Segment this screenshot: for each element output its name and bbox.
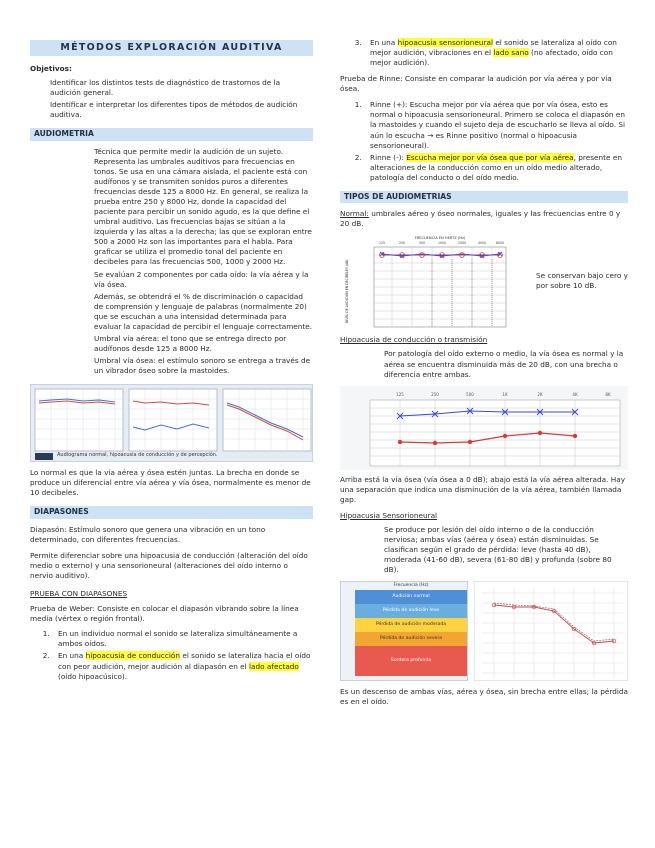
normal-audiogram-row: [340, 233, 628, 329]
normal-side-note: Se conservan bajo cero y por sobre 10 dB.: [536, 271, 628, 291]
rinne-item: 2. Rinne (-): Escucha mejor por vía ósea que por vía aérea, presente en alteraciones de la conducción como en un oído medio alterado, patología del conducto o del oído medio.: [364, 153, 628, 183]
objectives-list: [50, 78, 313, 120]
page-title: MÉTODOS EXPLORACIÓN AUDITIVA: [30, 40, 313, 56]
svg-text:4K: 4K: [572, 391, 578, 397]
tuning-fork-definition: Diapasón: Estímulo sonoro que genera una vibración en un tono determinado, con diferentes frecuencias.: [30, 524, 266, 544]
sensorineural-caption: Es un descenso de ambas vías, aérea y ósea, sin brecha entre ellas; la pérdida es en el oído.: [340, 687, 628, 707]
normal-chart-yaxis: NIVEL DE AUDICIÓN EN DECIBELES (dB): [345, 259, 349, 324]
band-perdida-severa: Pérdida de audición severa: [355, 632, 467, 646]
objectives-label: Objetivos:: [30, 64, 72, 73]
conduction-caption: Arriba está la vía ósea (vía ósea a 0 dB); abajo está la vía aérea alterada. Hay una separación que indica una disminución de la vía aérea, también llamada gap.: [340, 474, 626, 504]
objective-item: Identificar e interpretar los diferentes tipos de métodos de audición auditiva.: [50, 100, 298, 120]
svg-text:500: 500: [466, 391, 474, 397]
band-perdida-leve: Pérdida de audición leve: [355, 604, 467, 618]
rinne-item: 1. Rinne (+): Escucha mejor por vía aérea que por vía ósea, esto es normal o hipoacusia sensorioneural. Primero se coloca el diapasón en la mastoides y cuando el sujeto deja de escucharlo se lleva al oído. Si aún lo escucha → es Rinne positivo (normal o hipoacusia sensorioneural).: [364, 100, 628, 150]
weber-list: [52, 629, 313, 681]
tests-head: PRUEBA CON DIAPASONES: [30, 589, 128, 599]
freq-label: 500: [418, 241, 426, 246]
svg-text:1K: 1K: [502, 391, 508, 397]
freq-label: 4000: [477, 241, 487, 246]
svg-text:8K: 8K: [605, 391, 611, 397]
objective-item: Identificar los distintos tests de diagnóstico de trastornos de la audición general.: [50, 78, 281, 98]
sensorineural-figure: [340, 581, 628, 683]
weber-item: 3. En una hipoacusia sensorioneural el sonido se lateraliza al oído con mejor audición, vibraciones en el lado sano (no afectado, oído con mejor audición).: [364, 38, 628, 68]
band-perdida-moderada: Pérdida de audición moderada: [355, 618, 467, 632]
conduction-text: Por patología del oído externo o medio, la vía ósea es normal y la aérea se encuentra disminuida más de 20 dB, con una brecha o diferencia entre ambas.: [384, 349, 624, 379]
rinne-list: [364, 100, 628, 183]
right-column: [340, 38, 628, 707]
conduction-audiogram: [340, 386, 628, 470]
band-audicion-normal: Audición normal: [355, 590, 467, 604]
audiometry-text: [94, 147, 313, 376]
normal-chart-title: FRECUENCIA EN HERTZ (Hz): [414, 236, 466, 241]
normal-description: Normal: umbrales aéreo y óseo normales, iguales y las frecuencias entre 0 y 20 dB.: [340, 209, 621, 229]
tuning-fork-purpose: Permite diferenciar sobre una hipoacusia de conducción (alteración del oído medio o externo) y una sensorioneural (alteraciones del oído interno o nervio auditivo).: [30, 550, 308, 581]
band-header: Frecuencia (Hz): [393, 583, 429, 589]
band-sordera-profunda: Sordera profunda: [355, 646, 467, 676]
freq-label: 125: [378, 241, 386, 246]
audiometry-paragraph: Técnica que permite medir la audición de un sujeto. Representa las umbrales auditivos para frecuencias en tonos. Se usa en una cámara aislada, el paciente está con audífonos y se transmiten sonidos puros a diferentes frecuencias desde 125 a 8000 Hz. En general, se realiza la prueba entre 250 y 8000 Hz, donde la capacidad del paciente para percibir un sonido agudo, es la que define el umbral auditivo. Las frecuencias bajas se sitúan a la izquierda y las altas a la derecha; las que se exploran entre 500 a 2000 Hz son las importantes para el habla. Para graficar se utiliza el promedio tonal del paciente en decibeles para las frecuencias 500, 1000 y 2000 Hz.: [94, 146, 312, 267]
section-head-types: TIPOS DE AUDIOMETRIAS: [340, 191, 628, 203]
freq-label: 8000: [495, 241, 505, 246]
normal-audiogram: [340, 233, 510, 329]
svg-text:125: 125: [396, 391, 404, 397]
freq-label: 1000: [437, 241, 447, 246]
hearing-loss-bands: [340, 581, 468, 681]
audiogram-panel-3: [223, 389, 311, 451]
audiometry-paragraph: Umbral vía ósea: el estímulo sonoro se entrega a través de un vibrador óseo sobre la mastoides.: [94, 356, 311, 376]
conduction-label: Hipoacusia de conducción o transmisión: [340, 335, 488, 345]
freq-label: 250: [398, 241, 406, 246]
audiometry-after-figure: Lo normal es que la vía aérea y ósea estén juntas. La brecha en donde se produce un diferencial entre vía aérea y vía ósea, normalmente es menor de 10 decibeles.: [30, 468, 311, 498]
audiogram-panel-1: [35, 389, 123, 451]
weber-item: 1. En un individuo normal el sonido se lateraliza simultáneamente a ambos oídos.: [52, 629, 313, 649]
svg-text:2K: 2K: [537, 391, 543, 397]
audiogram-figure: [30, 384, 313, 462]
section-head-audiometry: AUDIOMETRIA: [30, 128, 313, 140]
audiometry-paragraph: Umbral vía aérea: el tono que se entrega directo por audífonos desde 125 a 8000 Hz.: [94, 333, 287, 353]
audiometry-paragraph: Además, se obtendrá el % de discriminación o capacidad de comprensión y lenguaje de palabras (normalmente 20) que se escuchan a una intensidad determinada para evaluar la capacidad de percibir el lenguaje correctamente.: [94, 291, 313, 331]
section-head-tuning-forks: DIAPASONES: [30, 506, 313, 518]
audiogram-caption: Audiograma normal, hipoacusia de conducción y de percepción.: [57, 452, 218, 459]
sensorineural-audiogram: [474, 581, 628, 681]
sensorineural-text: Se produce por lesión del oído interno o de la conducción nerviosa; ambas vías (aérea y ósea) están disminuidas. Se clasifican según el grado de pérdida: leve (hasta 40 dB), moderada (41-60 dB), severa (61-80 dB) y profunda (sobre 80 dB).: [384, 524, 612, 575]
weber-list-continued: [364, 38, 628, 68]
audiogram-panel-2: [129, 389, 217, 451]
freq-label: 2000: [457, 241, 467, 246]
sensorineural-label: Hipoacusia Sensorioneural: [340, 510, 438, 520]
weber-item: 2. En una hipoacusia de conducción el sonido se lateraliza hacia el oído con peor audición, mejor audición al diapasón en el lado afectado (oído hipoacúsico).: [52, 651, 313, 681]
weber-intro: Prueba de Weber: Consiste en colocar el diapasón vibrando sobre la línea media (vértex o región frontal).: [30, 604, 299, 624]
left-column: [30, 64, 313, 684]
rinne-intro: Prueba de Rinne: Consiste en comparar la audición por vía aérea y por vía ósea.: [340, 74, 612, 94]
svg-text:250: 250: [431, 391, 439, 397]
audiometry-paragraph: Se evalúan 2 componentes por cada oído: la vía aérea y la vía ósea.: [94, 269, 309, 289]
